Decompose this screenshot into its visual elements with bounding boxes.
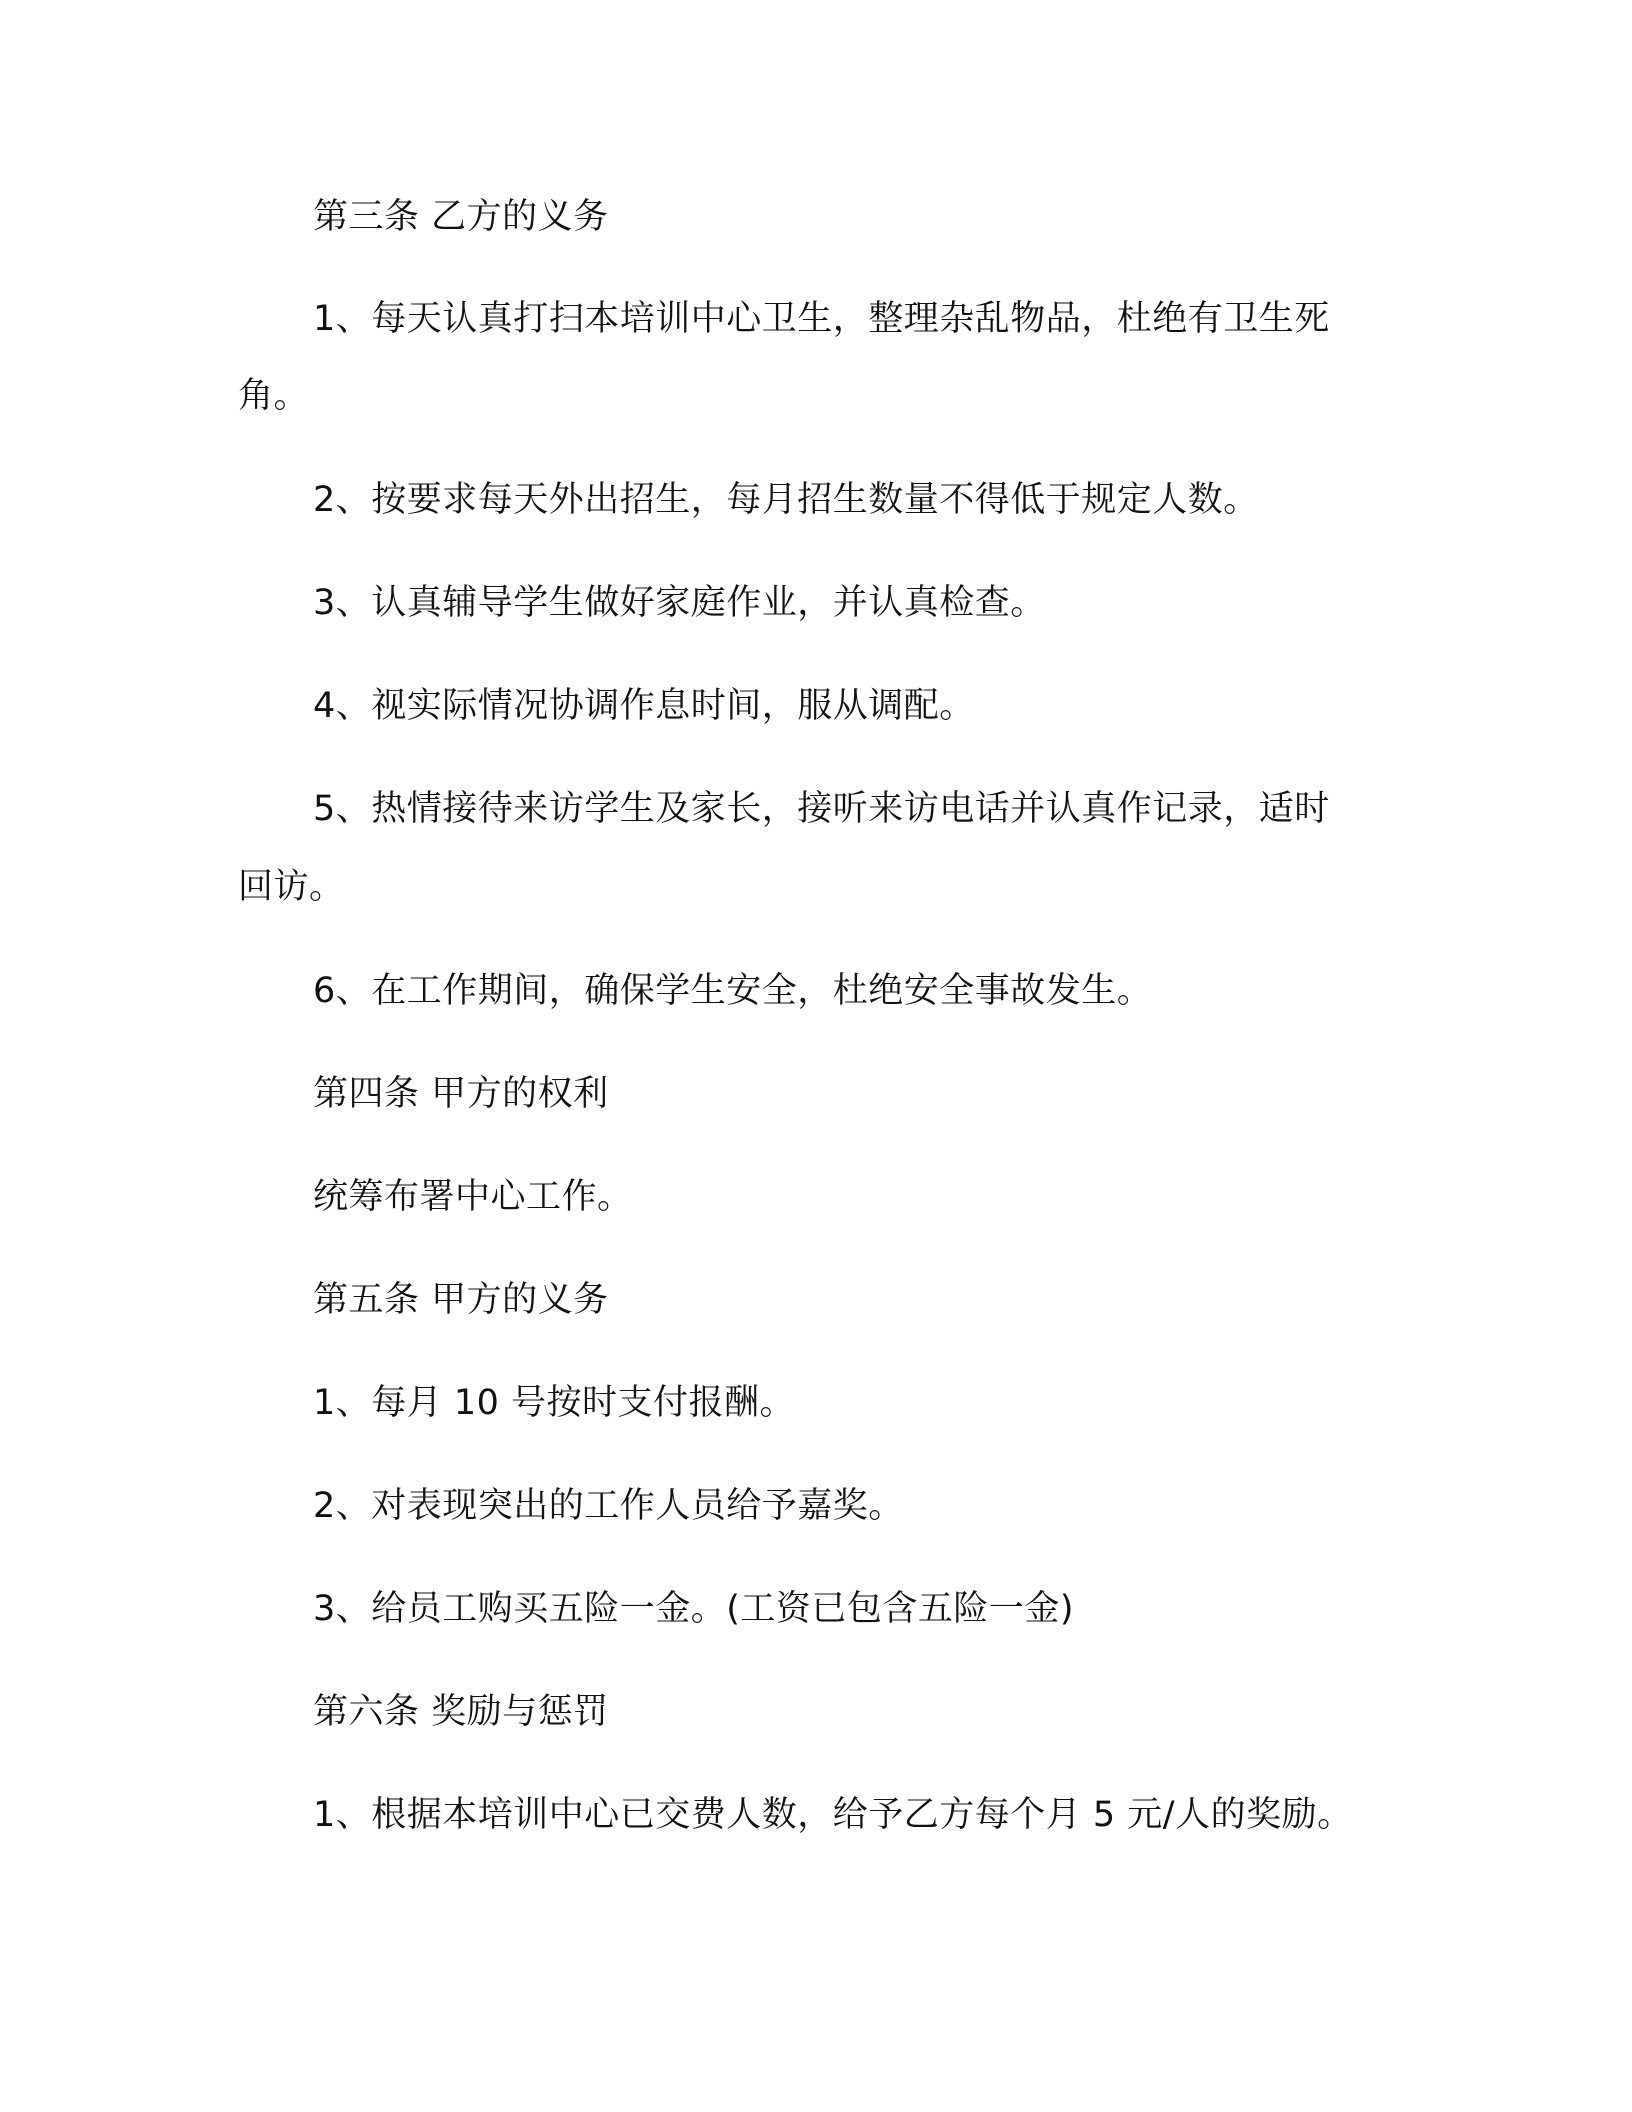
article-3-item-1-continued: 角。	[238, 376, 310, 416]
article-3-item-5: 5、热情接待来访学生及家长，接听来访电话并认真作记录，适时	[313, 789, 1330, 829]
article-6-item-1: 1、根据本培训中心已交费人数，给予乙方每个月 5 元/人的奖励。	[313, 1795, 1353, 1835]
article-4-heading: 第四条 甲方的权利	[313, 1074, 609, 1114]
article-3-item-1: 1、每天认真打扫本培训中心卫生，整理杂乱物品，杜绝有卫生死	[313, 299, 1330, 339]
article-3-heading: 第三条 乙方的义务	[313, 197, 609, 237]
article-3-item-3: 3、认真辅导学生做好家庭作业，并认真检查。	[313, 583, 1046, 623]
article-5-item-1: 1、每月 10 号按时支付报酬。	[313, 1383, 796, 1423]
article-4-body: 统筹布署中心工作。	[313, 1177, 633, 1217]
article-5-item-3: 3、给员工购买五险一金。(工资已包含五险一金)	[313, 1589, 1075, 1629]
article-5-heading: 第五条 甲方的义务	[313, 1280, 609, 1320]
article-3-item-6: 6、在工作期间，确保学生安全，杜绝安全事故发生。	[313, 971, 1153, 1011]
article-6-heading: 第六条 奖励与惩罚	[313, 1692, 609, 1732]
article-5-item-2: 2、对表现突出的工作人员给予嘉奖。	[313, 1486, 904, 1526]
article-3-item-5-continued: 回访。	[238, 867, 345, 907]
article-3-item-2: 2、按要求每天外出招生，每月招生数量不得低于规定人数。	[313, 480, 1259, 520]
article-3-item-4: 4、视实际情况协调作息时间，服从调配。	[313, 686, 975, 726]
